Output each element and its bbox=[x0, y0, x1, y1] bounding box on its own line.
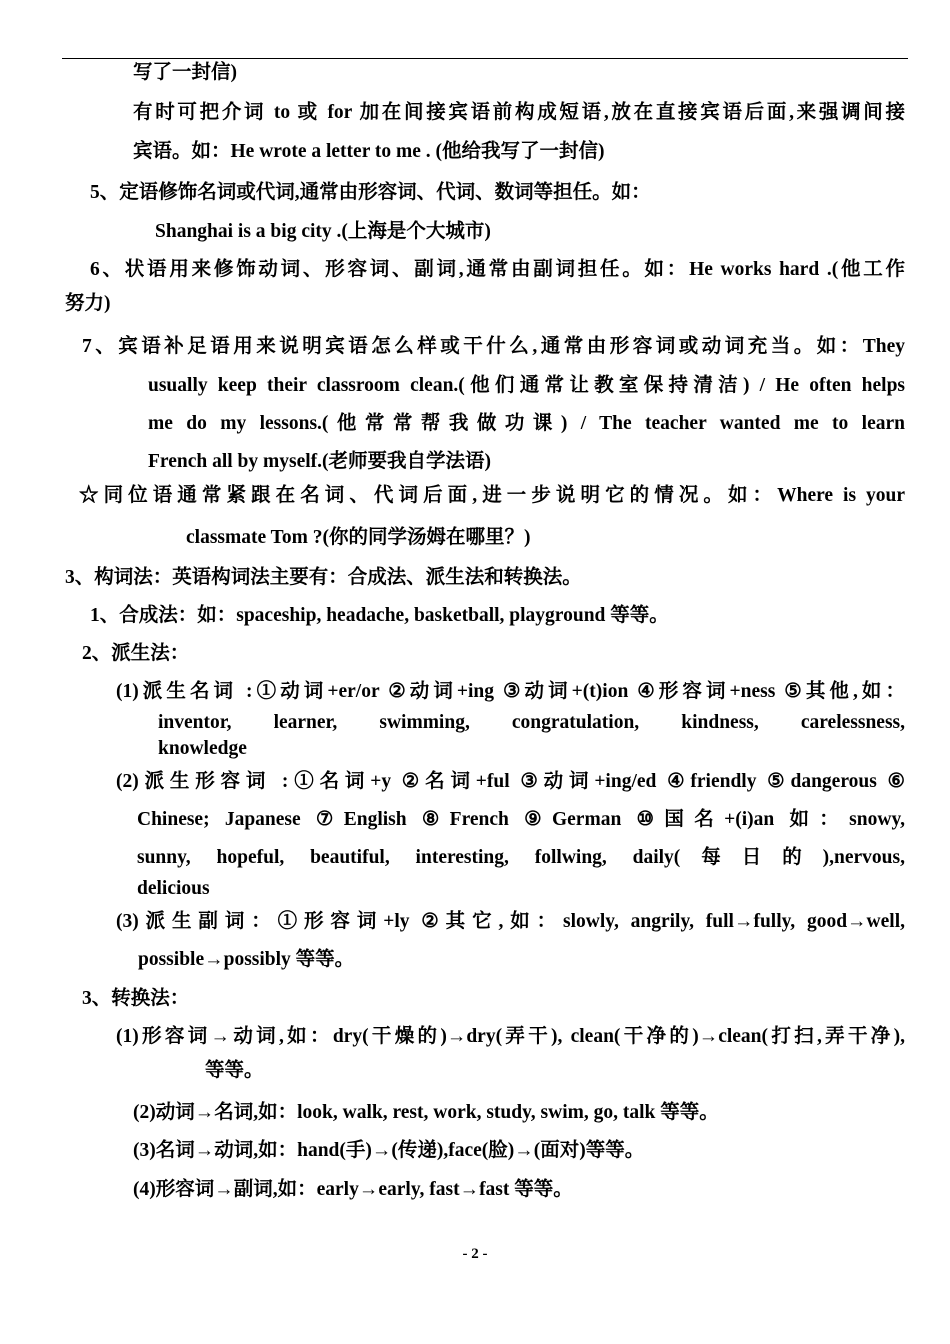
text-line: 有时可把介词 to 或 for 加在间接宾语前构成短语,放在直接宾语后面,来强调间接 bbox=[133, 102, 905, 123]
text-line: 7、宾语补足语用来说明宾语怎么样或干什么,通常由形容词或动词充当。如：They bbox=[82, 336, 905, 357]
text-line: me do my lessons.(他常常帮我做功课) / The teacher wanted me to learn bbox=[148, 413, 905, 434]
text-line: 2、派生法： bbox=[82, 643, 190, 664]
text-line: (4)形容词→副词,如：early→early, fast→fast 等等。 bbox=[133, 1179, 573, 1200]
text-line: classmate Tom ?(你的同学汤姆在哪里？) bbox=[186, 527, 531, 548]
header-rule bbox=[62, 58, 908, 59]
text-line: possible→possibly 等等。 bbox=[138, 949, 355, 970]
text-line: Chinese; Japanese ⑦English ⑧French ⑨German ⑩国名+(i)an 如：snowy, bbox=[137, 809, 905, 830]
text-line: (3)派生副词：①形容词+ly ②其它,如：slowly, angrily, full→fully, good→well, bbox=[116, 911, 905, 932]
text-line: (3)名词→动词,如：hand(手)→(传递),face(脸)→(面对)等等。 bbox=[133, 1140, 645, 1161]
text-line: (1)形容词→动词,如：dry(干燥的)→dry(弄干), clean(干净的)→clean(打扫,弄干净), bbox=[116, 1026, 905, 1047]
text-line: 6、状语用来修饰动词、形容词、副词,通常由副词担任。如：He works hard .(他工作 bbox=[90, 259, 905, 280]
text-line: 等等。 bbox=[205, 1060, 264, 1081]
text-line: knowledge bbox=[158, 738, 247, 759]
text-line: usually keep their classroom clean.(他们通常让教室保持清洁) / He often helps bbox=[148, 375, 905, 396]
page-number: - 2 - bbox=[462, 1246, 488, 1262]
text-line: 5、定语修饰名词或代词,通常由形容词、代词、数词等担任。如： bbox=[90, 182, 651, 203]
text-line: (2)派生形容词 :①名词+y ②名词+ful ③动词+ing/ed ④friendly ⑤dangerous ⑥ bbox=[116, 771, 905, 792]
text-line: 1、合成法：如：spaceship, headache, basketball, playground 等等。 bbox=[90, 605, 669, 626]
text-line: Shanghai is a big city .(上海是个大城市) bbox=[155, 221, 491, 242]
text-line: French all by myself.(老师要我自学法语) bbox=[148, 451, 492, 472]
text-line: 3、转换法： bbox=[82, 988, 190, 1009]
text-line: sunny, hopeful, beautiful, interesting, follwing, daily(每日的),nervous, bbox=[137, 847, 905, 868]
text-line: 宾语。如：He wrote a letter to me . (他给我写了一封信) bbox=[133, 141, 605, 162]
text-line: 写了一封信) bbox=[133, 62, 237, 83]
text-line: (2)动词→名词,如：look, walk, rest, work, study, swim, go, talk 等等。 bbox=[133, 1102, 719, 1123]
text-line: inventor, learner, swimming, congratulation, kindness, carelessness, bbox=[158, 712, 905, 733]
text-line: ☆同位语通常紧跟在名词、代词后面,进一步说明它的情况。如：Where is your bbox=[79, 485, 905, 506]
text-line: delicious bbox=[137, 878, 210, 899]
text-line: 3、构词法：英语构词法主要有：合成法、派生法和转换法。 bbox=[65, 567, 582, 588]
text-line: (1)派生名词 :①动词+er/or ②动词+ing ③动词+(t)ion ④形容词+ness ⑤其他,如： bbox=[116, 681, 905, 702]
text-line: 努力) bbox=[65, 293, 111, 314]
